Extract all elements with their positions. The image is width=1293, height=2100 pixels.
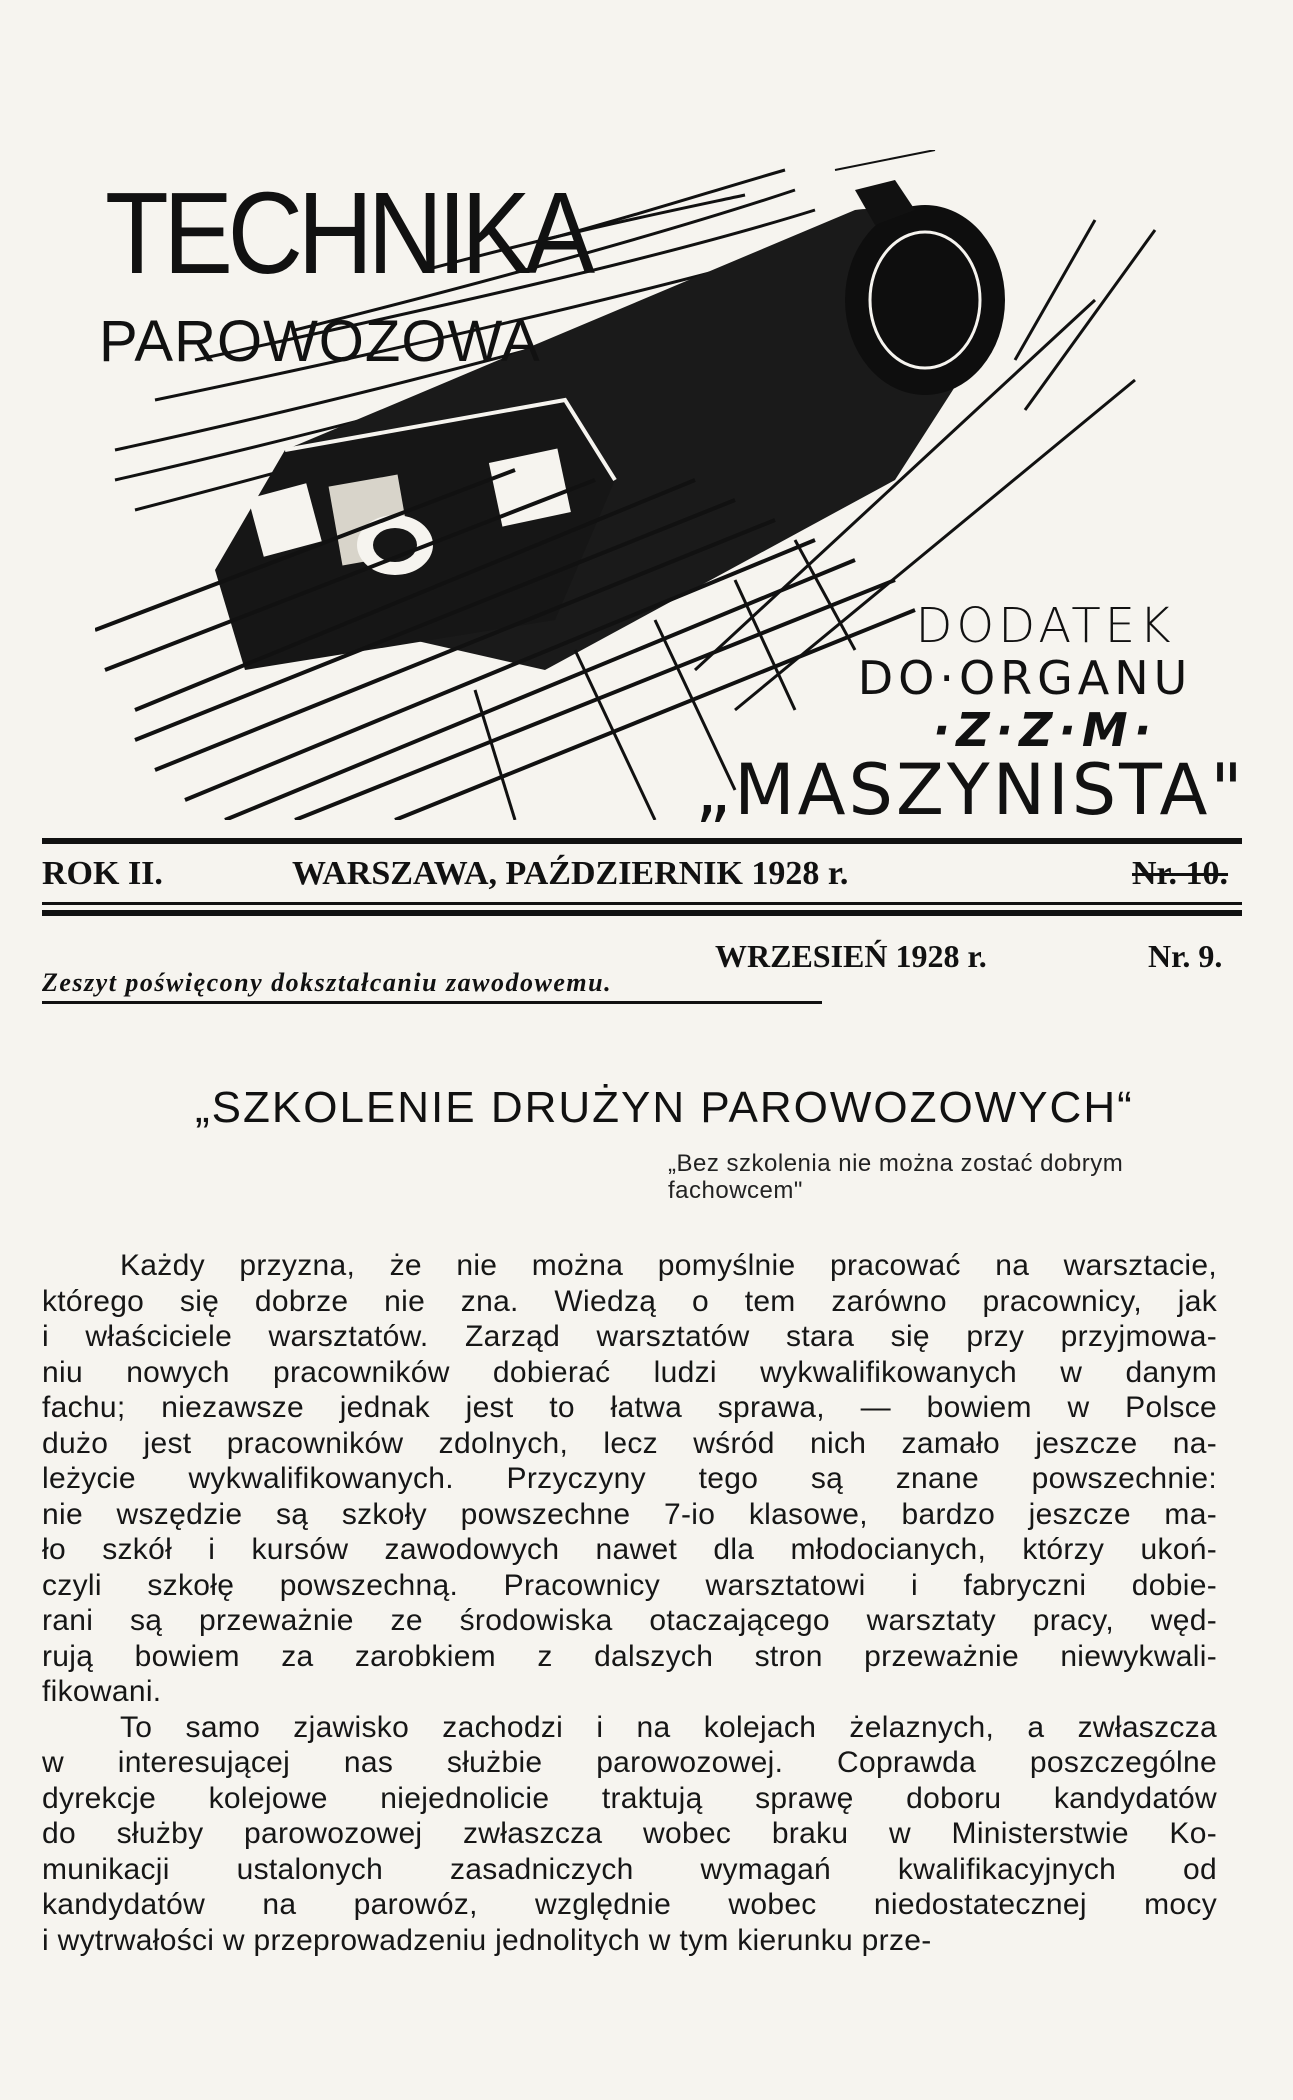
masthead-subtitle: PAROWOZOWA [99,309,541,374]
paragraph-2 [42,1710,1217,1959]
text-line: fachu; niezawsze jednak jest to łatwa sprawa, — bowiem w Polsce [42,1391,1217,1424]
corrected-date: WRZESIEŃ 1928 r. [715,938,987,974]
supplement-line-3: ·Z·Z·M· [932,703,1158,757]
text-line: Każdy przyzna, że nie można pomyślnie pracować na warsztacie, [120,1249,1217,1282]
dedication-underline [42,1001,822,1004]
paragraph-1 [42,1248,1217,1710]
text-line: do służby parowozowej zwłaszcza wobec braku w Ministerstwie Ko- [42,1817,1217,1850]
issue-place-date-text: WARSZAWA, PAŹDZIERNIK 1928 r. [292,855,849,892]
text-line: niu nowych pracowników dobierać ludzi wykwalifikowanych w danym [42,1355,1217,1389]
text-line: rani są przeważnie ze środowiska otaczającego warsztaty pracy, węd- [42,1604,1217,1637]
text-line: munikacji ustalonych zasadniczych wymagań kwalifikacyjnych od [42,1852,1217,1886]
text-line: i wytrwałości w przeprowadzeniu jednolitych w tym kierunku prze- [42,1923,932,1957]
text-line: którego się dobrze nie zna. Wiedzą o tem zarówno pracownicy, jak [42,1284,1217,1318]
supplement-label [857,598,1195,757]
middle-rule [42,902,1242,905]
organ-name: „MASZYNISTA" [695,749,1246,831]
text-line: leżycie wykwalifikowanych. Przyczyny tego są znane powszechnie: [42,1462,1217,1495]
issue-line [42,855,1252,899]
article-epigraph: „Bez szkolenia nie można zostać dobrym fachowcem" [668,1150,1124,1204]
text-line: czyli szkołę powszechną. Pracownicy warsztatowi i fabryczni dobie- [42,1568,1217,1602]
supplement-line-2: DO·ORGANU [857,651,1193,705]
supplement-line-1: DODATEK [915,598,1175,654]
text-line: nie wszędzie są szkoły powszechne 7-io klasowe, bardzo jeszcze ma- [42,1497,1217,1531]
article-body [42,1248,1217,1958]
top-rule [42,838,1242,844]
text-line: dużo jest pracowników zdolnych, lecz wśród nich zamało jeszcze na- [42,1426,1217,1460]
text-line: dyrekcje kolejowe niejednolicie traktują sprawę doboru kandydatów [42,1781,1217,1815]
issue-place-date [292,855,848,893]
issue-year: ROK II. [42,855,163,892]
issue-number: Nr. 10. [1132,855,1229,892]
corrected-number: Nr. 9. [1148,938,1223,974]
text-line: ło szkół i kursów zawodowych nawet dla młodocianych, którzy ukoń- [42,1533,1217,1566]
masthead-title: TECHNIKA [105,168,590,298]
text-line: w interesującej nas służbie parowozowej. Coprawda poszczególne [42,1746,1217,1779]
masthead [95,150,1193,820]
text-line: rują bowiem za zarobkiem z dalszych stron przeważnie niewykwali- [42,1639,1217,1673]
text-line: kandydatów na parowóz, względnie wobec niedostatecznej mocy [42,1888,1217,1921]
article-title: „SZKOLENIE DRUŻYN PAROWOZOWYCH“ [195,1083,1134,1132]
text-line: To samo zjawisko zachodzi i na kolejach żelaznych, a zwłaszcza [120,1710,1217,1744]
text-line: fikowani. [42,1675,162,1708]
text-line: i właściciele warsztatów. Zarząd warsztatów stara się przy przyjmowa- [42,1320,1217,1353]
bottom-rule [42,910,1242,916]
dedication-line: Zeszyt poświęcony dokształcaniu zawodowemu. [42,968,613,997]
